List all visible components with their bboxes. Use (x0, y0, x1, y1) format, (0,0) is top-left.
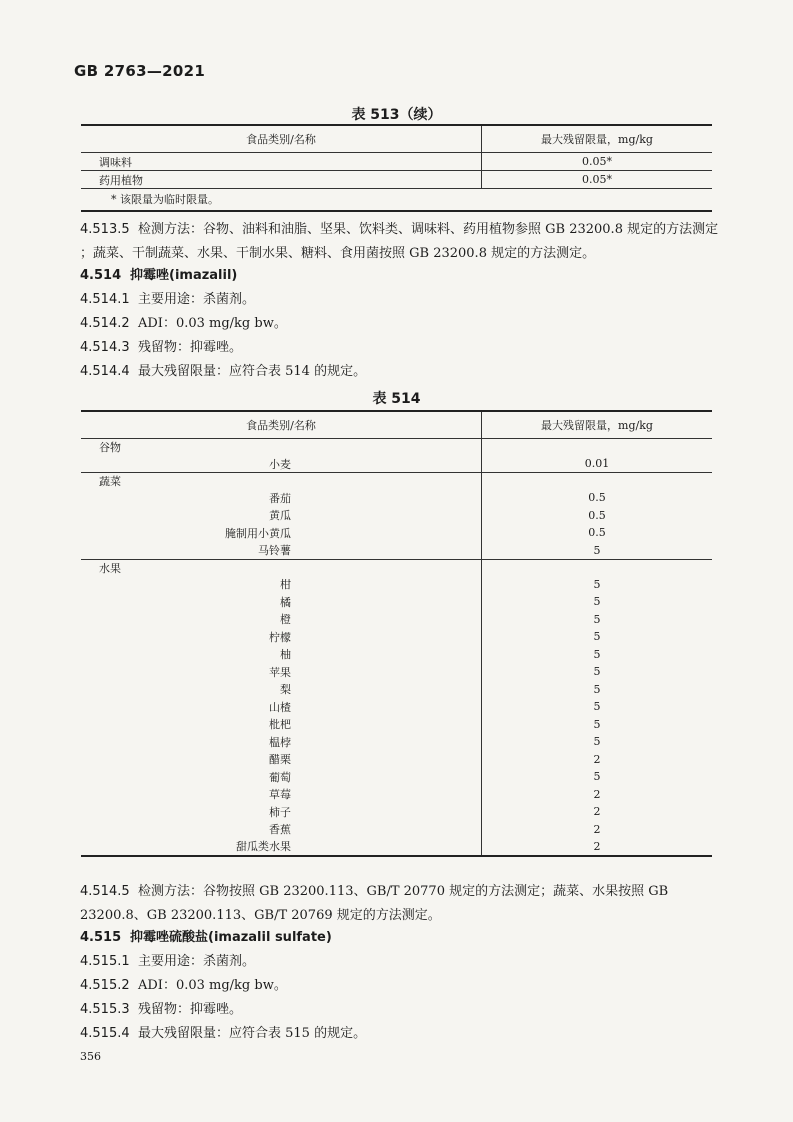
table-row (81, 646, 712, 664)
table-row (81, 751, 712, 769)
table-row-value: 0.05* (482, 171, 713, 189)
table-row-value: 5 (593, 700, 601, 714)
section-number: 4.515.3 (80, 1002, 130, 1017)
table-row-name: 橙 (81, 611, 482, 629)
standard-number: GB 2763—2021 (74, 62, 206, 80)
table-row-name: 小麦 (81, 455, 482, 473)
section-text: 检测方法：谷物、油料和油脂、坚果、饮料类、调味料、药用植物参照 GB 23200.8 规定的方法测定 (138, 222, 719, 237)
table-row-value: 0.5 (588, 508, 606, 522)
section-number: 4.514.1 (80, 292, 130, 307)
table-row-name: 甜瓜类水果 (81, 838, 482, 856)
table-row-name: 醋栗 (81, 751, 482, 769)
section-4-515-1 (80, 950, 720, 974)
page-number: 356 (80, 1050, 101, 1063)
table-row-value: 0.05* (482, 153, 713, 171)
category-row (81, 439, 712, 456)
table-row-name: 柑 (81, 576, 482, 594)
table-row-value: 5 (593, 665, 601, 679)
table-row (81, 628, 712, 646)
category-label: 谷物 (81, 439, 482, 456)
table-row-value: 2 (593, 839, 601, 853)
category-value-empty (482, 473, 713, 490)
table-row (81, 698, 712, 716)
section-4-514-2 (80, 312, 720, 336)
table-row-value: 5 (593, 770, 601, 784)
table-row-name: 山楂 (81, 698, 482, 716)
table-row (81, 507, 712, 525)
table-row (81, 576, 712, 594)
table-row-value: 5 (593, 612, 601, 626)
table-row-value: 5 (593, 595, 601, 609)
section-text-continued: 23200.8、GB 23200.113、GB/T 20769 规定的方法测定。 (80, 908, 441, 923)
table-row-name: 马铃薯 (81, 542, 482, 560)
table-row (81, 542, 712, 560)
table-row-value: 2 (593, 787, 601, 801)
section-number: 4.515.2 (80, 978, 130, 993)
table-row-name: 橘 (81, 593, 482, 611)
table-row-name: 柠檬 (81, 628, 482, 646)
table-row-name: 药用植物 (81, 171, 482, 189)
table-row-name: 调味料 (81, 153, 482, 171)
section-number: 4.514.5 (80, 884, 130, 899)
table-row (81, 489, 712, 507)
table-row-value: 5 (593, 682, 601, 696)
table-row (81, 768, 712, 786)
section-text: ADI：0.03 mg/kg bw。 (138, 978, 287, 993)
table-row (81, 524, 712, 542)
section-number: 4.515.4 (80, 1026, 130, 1041)
table-row-value: 0.01 (482, 455, 713, 473)
section-number: 4.514.3 (80, 340, 130, 355)
table-row-name: 苹果 (81, 663, 482, 681)
table-row-name: 枇杷 (81, 716, 482, 734)
section-number: 4.513.5 (80, 222, 130, 237)
section-4-514-3 (80, 336, 720, 360)
section-title: 抑霉唑(imazalil) (130, 268, 238, 283)
table-row (81, 593, 712, 611)
section-number: 4.515 (80, 930, 122, 945)
table-row-value: 0.5 (588, 526, 606, 540)
section-text: 残留物：抑霉唑。 (138, 1002, 243, 1017)
category-value-empty (482, 559, 713, 576)
section-4-515-4 (80, 1022, 720, 1046)
section-4-514-4 (80, 360, 720, 384)
table-514 (81, 410, 712, 857)
category-row (81, 473, 712, 490)
table-row-name: 番茄 (81, 489, 482, 507)
category-label: 水果 (81, 559, 482, 576)
section-4-513-5 (80, 218, 720, 266)
table-row-value: 0.5 (588, 491, 606, 505)
table-row-name: 草莓 (81, 786, 482, 804)
table-row (81, 838, 712, 856)
table-row-value: 5 (593, 647, 601, 661)
category-row (81, 559, 712, 576)
section-4-514-5 (80, 880, 720, 928)
table-row-value: 5 (593, 630, 601, 644)
section-text: 残留物：抑霉唑。 (138, 340, 243, 355)
table-row-name: 黄瓜 (81, 507, 482, 525)
table-row-name: 榅桲 (81, 733, 482, 751)
section-4-515-2 (80, 974, 720, 998)
section-number: 4.514.4 (80, 364, 130, 379)
table-row (81, 786, 712, 804)
category-label: 蔬菜 (81, 473, 482, 490)
table-row (81, 681, 712, 699)
table-row-value: 2 (593, 752, 601, 766)
section-text-continued: ；蔬菜、干制蔬菜、水果、干制水果、糖料、食用菌按照 GB 23200.8 规定的方法测定。 (80, 246, 596, 261)
table-row (81, 821, 712, 839)
column-header-limit: 最大残留限量，mg/kg (482, 125, 713, 153)
table-row-value: 5 (482, 542, 713, 560)
section-4-515-3 (80, 998, 720, 1022)
section-text: 主要用途：杀菌剂。 (138, 292, 256, 307)
table-row (81, 716, 712, 734)
table-footnote: * 该限量为临时限量。 (111, 193, 219, 207)
section-4-515 (80, 926, 720, 950)
table-row-name: 香蕉 (81, 821, 482, 839)
table-row (81, 455, 712, 473)
column-header-food: 食品类别/名称 (81, 125, 482, 153)
table-513-caption: 表 513（续） (351, 107, 442, 123)
table-513 (81, 124, 712, 212)
section-4-514 (80, 264, 720, 288)
section-text: 最大残留限量：应符合表 514 的规定。 (138, 364, 367, 379)
table-row (81, 803, 712, 821)
table-row-name: 柿子 (81, 803, 482, 821)
section-number: 4.514 (80, 268, 122, 283)
section-text: ADI：0.03 mg/kg bw。 (138, 316, 287, 331)
category-value-empty (482, 439, 713, 456)
table-row-name: 腌制用小黄瓜 (81, 524, 482, 542)
table-row (81, 663, 712, 681)
section-4-514-1 (80, 288, 720, 312)
table-row-name: 梨 (81, 681, 482, 699)
section-number: 4.515.1 (80, 954, 130, 969)
section-text: 最大残留限量：应符合表 515 的规定。 (138, 1026, 367, 1041)
section-text: 主要用途：杀菌剂。 (138, 954, 256, 969)
table-row-value: 2 (593, 822, 601, 836)
column-header-limit: 最大残留限量，mg/kg (482, 411, 713, 439)
table-row-name: 柚 (81, 646, 482, 664)
table-row-value: 5 (593, 735, 601, 749)
column-header-food: 食品类别/名称 (81, 411, 482, 439)
table-row-name: 葡萄 (81, 768, 482, 786)
section-number: 4.514.2 (80, 316, 130, 331)
table-row (81, 611, 712, 629)
section-title: 抑霉唑硫酸盐(imazalil sulfate) (130, 930, 332, 945)
section-text: 检测方法：谷物按照 GB 23200.113、GB/T 20770 规定的方法测定；蔬菜、水果按照 GB (138, 884, 669, 899)
table-row (81, 733, 712, 751)
table-row-value: 5 (593, 577, 601, 591)
table-row-value: 2 (593, 805, 601, 819)
table-514-caption: 表 514 (372, 391, 421, 407)
table-row-value: 5 (593, 717, 601, 731)
